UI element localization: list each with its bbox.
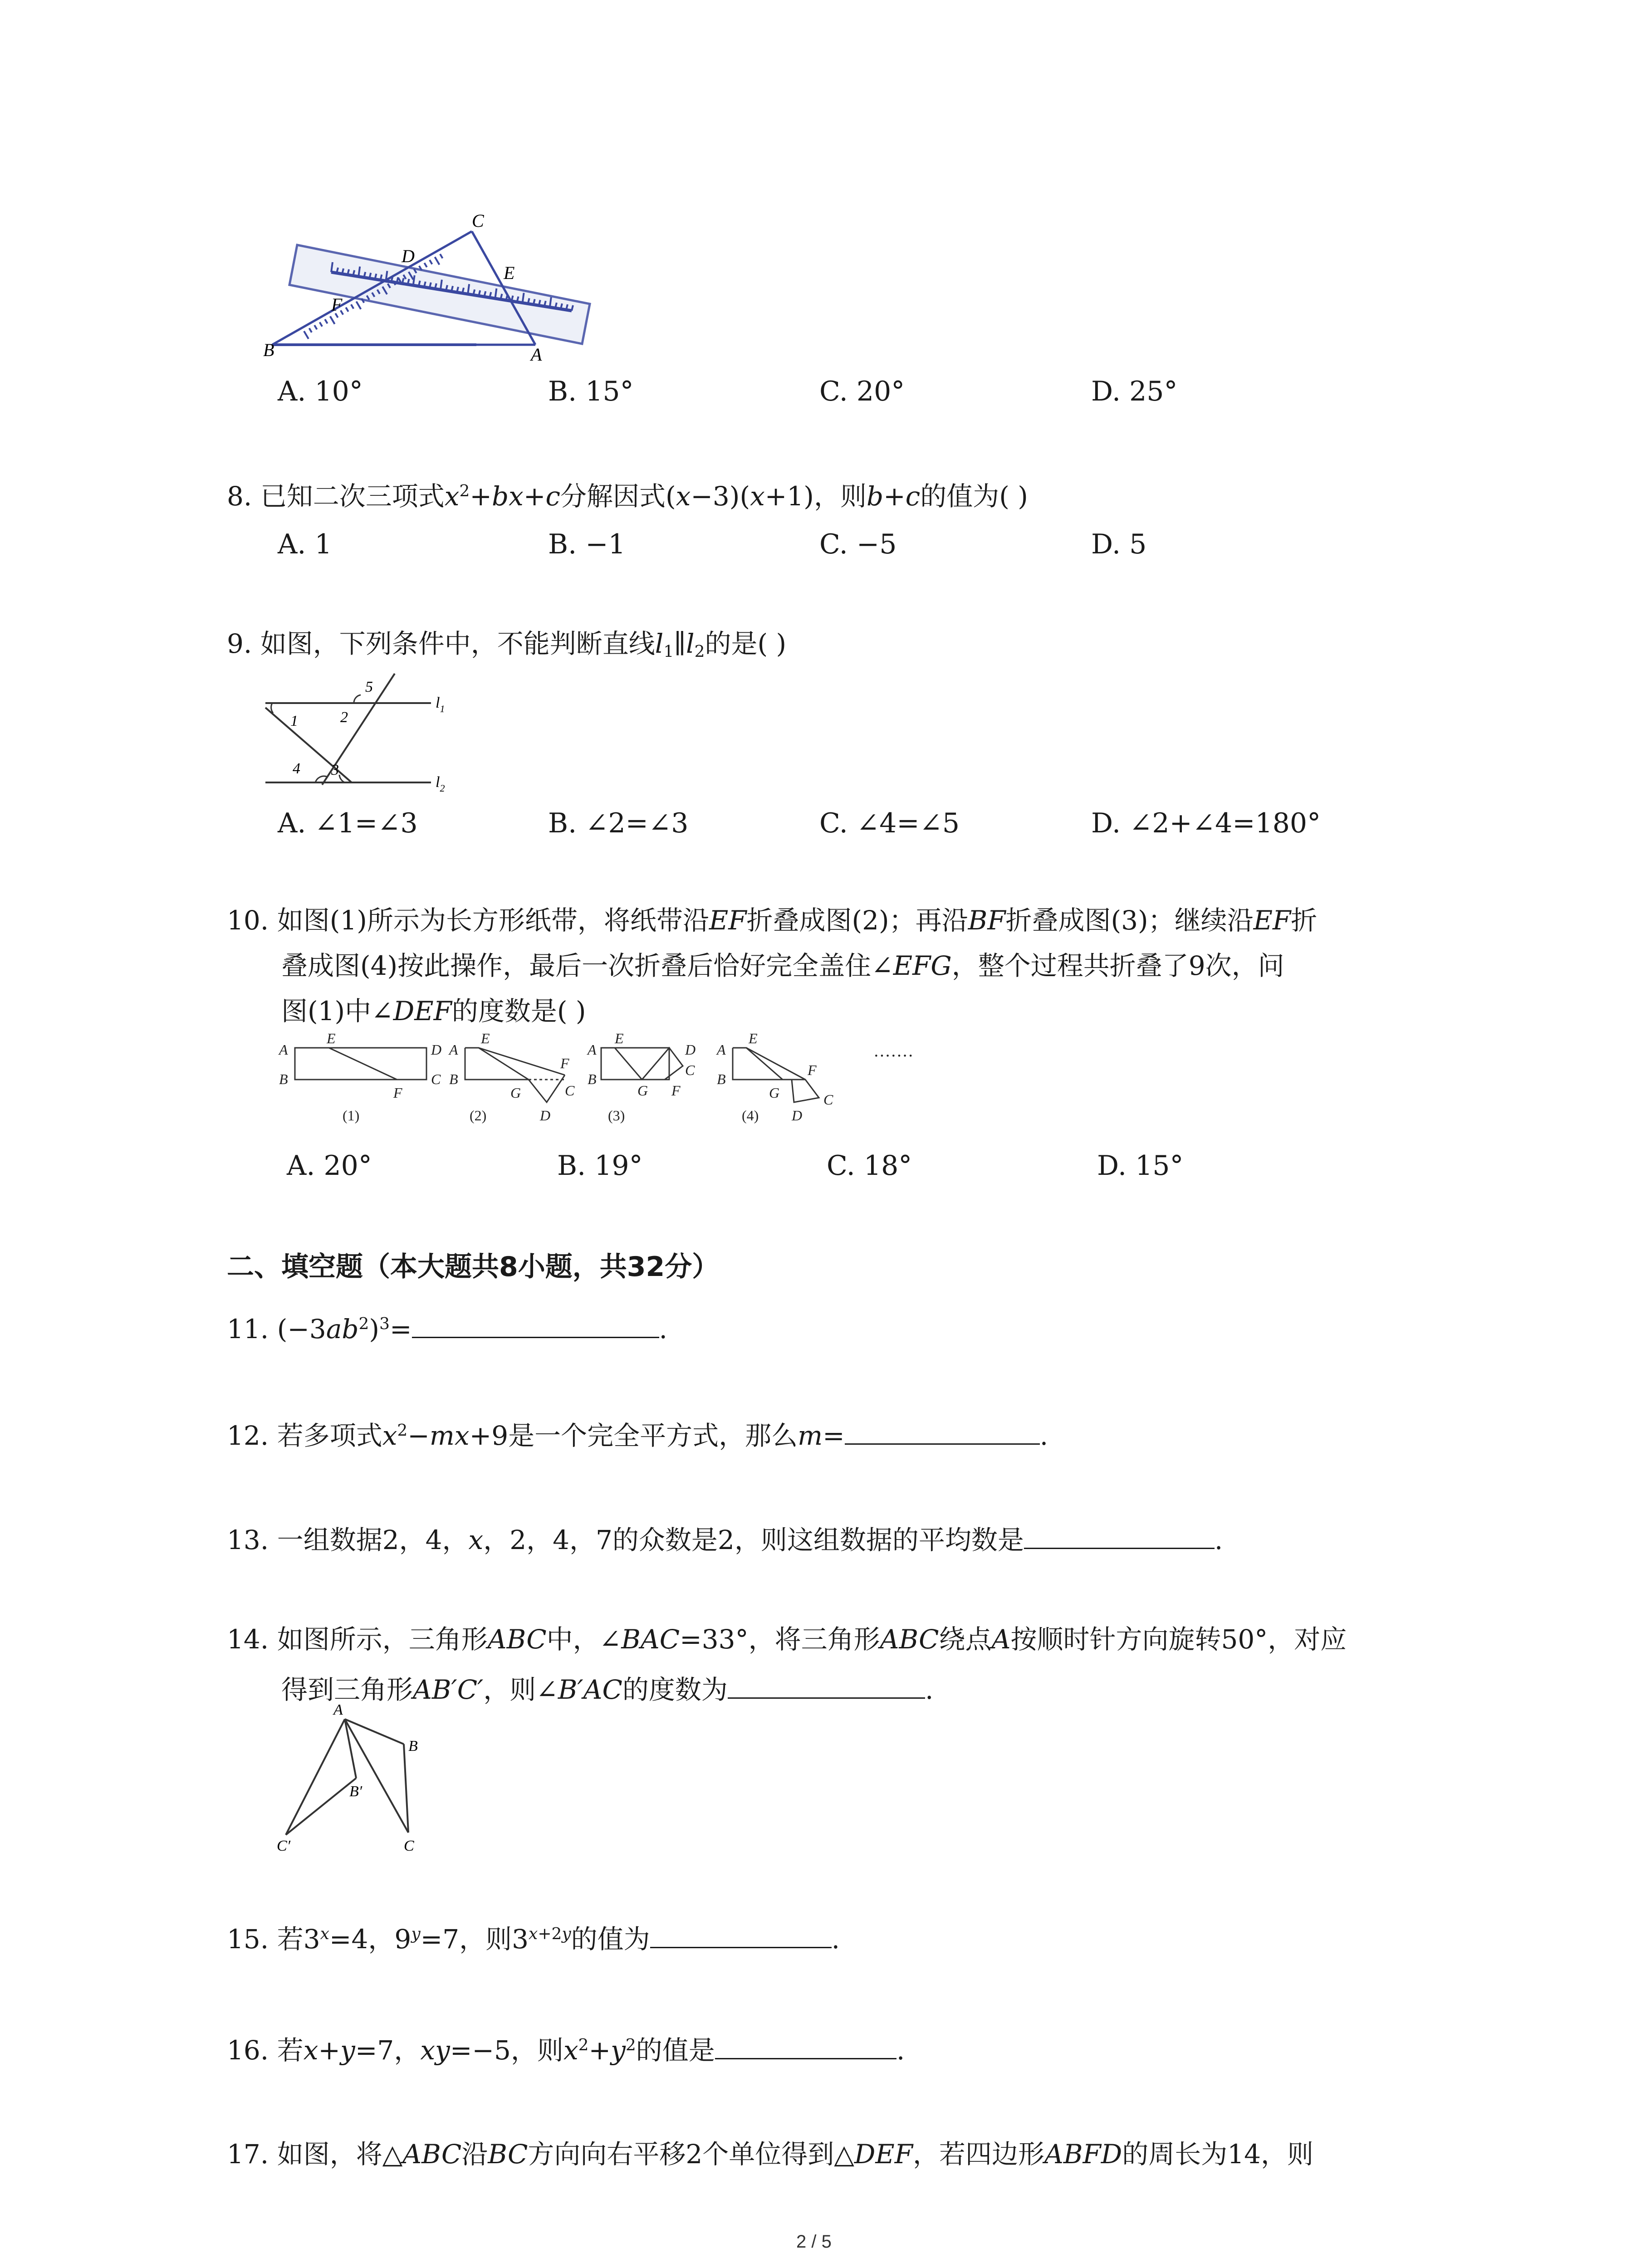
- svg-text:E: E: [327, 1030, 336, 1046]
- q14-answer-blank[interactable]: [728, 1674, 925, 1699]
- q7-triangle-tick: [440, 254, 443, 258]
- svg-text:F: F: [560, 1055, 569, 1071]
- svg-text:G: G: [510, 1085, 521, 1101]
- q8-text-a: 已知二次三项式: [260, 481, 445, 512]
- q9-label-1: 1: [290, 713, 298, 729]
- q15-answer-blank[interactable]: [650, 1923, 832, 1948]
- q17-question: [227, 2139, 1314, 2170]
- q10-caption-3: (3): [608, 1107, 625, 1124]
- q14-text-1e: 按顺时针方向旋转50°，对应: [1010, 1624, 1347, 1655]
- q14-bac: BAC: [621, 1624, 680, 1655]
- svg-text:C: C: [431, 1071, 441, 1087]
- q9-option-b: B. ∠2=∠3: [548, 807, 689, 839]
- q10-option-b: B. 19°: [557, 1150, 643, 1182]
- q10-option-a: A. 20°: [287, 1150, 372, 1182]
- q14-abc-1: ABC: [487, 1624, 547, 1655]
- svg-text:F: F: [671, 1082, 681, 1099]
- q11-answer-blank[interactable]: [412, 1313, 659, 1338]
- q10-ef-2: EF: [1253, 905, 1291, 936]
- q16-number: 16.: [227, 2035, 269, 2066]
- svg-text:E: E: [615, 1030, 624, 1046]
- q13-text-a: 一组数据2，4，: [277, 1525, 469, 1555]
- svg-text:B: B: [279, 1071, 288, 1087]
- q14-bac-prime: B′AC: [558, 1674, 622, 1705]
- q7-option-d: D. 25°: [1091, 376, 1178, 407]
- q14-text-1b: 中，∠: [546, 1624, 622, 1655]
- q7-label-e: E: [504, 263, 515, 283]
- q16-eq-1: x+y=7: [303, 2035, 394, 2066]
- svg-text:B: B: [717, 1071, 726, 1087]
- q10-text-1a: 如图(1)所示为长方形纸带，将纸带沿: [277, 905, 709, 936]
- q8-option-c: C. −5: [819, 528, 897, 560]
- q14-figure: [268, 1701, 449, 1855]
- q8-factors: (x−3)(x+1): [665, 481, 814, 512]
- q15-text-a: 若: [277, 1924, 304, 1955]
- q7-label-a: A: [531, 344, 542, 365]
- q7-label-f: F: [331, 294, 343, 315]
- q10-text-1d: 折: [1291, 905, 1318, 936]
- q7-triangle-tick: [351, 304, 354, 308]
- q9-label-l1: $l_1$: [436, 694, 445, 714]
- q8-question: [227, 481, 1028, 512]
- q9-text-a: 如图，下列条件中，不能判断直线: [260, 628, 655, 659]
- svg-text:C: C: [823, 1091, 833, 1108]
- q10-ef-1: EF: [709, 905, 747, 936]
- q10-number: 10.: [227, 905, 269, 936]
- q10-line-2: [281, 950, 1284, 981]
- page-number: 2 / 5: [796, 2232, 832, 2252]
- q8-expression: $x^2+bx+c$: [444, 481, 560, 512]
- q7-option-b: B. 15°: [548, 376, 634, 407]
- q8-text-d: 的值为( ): [920, 481, 1028, 512]
- q14-label-cprime: C′: [277, 1838, 291, 1854]
- q14-text-2a: 得到三角形: [281, 1674, 413, 1705]
- q9-label-l2: $l_2$: [436, 774, 445, 794]
- svg-text:A: A: [717, 1041, 726, 1058]
- q10-text-1c: 折叠成图(3)；继续沿: [1005, 905, 1254, 936]
- q12-answer-blank[interactable]: [845, 1420, 1040, 1445]
- q15-question: [227, 1923, 840, 1955]
- q10-text-3b: 的度数是( ): [451, 996, 586, 1026]
- q7-label-d: D: [402, 246, 415, 266]
- q16-question: [227, 2034, 905, 2066]
- q9-question: [227, 628, 787, 661]
- q9-label-2: 2: [340, 709, 348, 726]
- q13-number: 13.: [227, 1525, 269, 1555]
- q9-label-l2-letter: l: [436, 774, 440, 791]
- q8-text-c: ，则: [813, 481, 867, 512]
- q17-number: 17.: [227, 2139, 269, 2170]
- svg-text:G: G: [769, 1085, 780, 1101]
- q14-text-1d: 绕点: [939, 1624, 992, 1655]
- q7-triangle-tick: [314, 325, 317, 329]
- svg-text:A: A: [588, 1041, 597, 1058]
- q9-label-l1-letter: l: [436, 694, 440, 711]
- q14-label-bprime: B′: [349, 1783, 362, 1800]
- q13-question: [227, 1524, 1223, 1553]
- q15-end: .: [831, 1924, 840, 1955]
- svg-text:D: D: [792, 1107, 803, 1124]
- q14-text-1c: =33°，将三角形: [680, 1624, 880, 1655]
- q7-triangle-tick: [309, 328, 312, 332]
- q14-a: A: [991, 1624, 1011, 1655]
- q16-end: .: [896, 2035, 905, 2066]
- q7-triangle-tick: [330, 316, 335, 324]
- svg-text:B: B: [449, 1071, 458, 1087]
- q17-text-c: 方向向右平移2个单位得到△: [528, 2139, 854, 2170]
- q17-abc: ABC: [402, 2139, 462, 2170]
- q9-text-b: 的是( ): [705, 628, 787, 659]
- q11-question: [227, 1313, 667, 1342]
- q14-line-2: [281, 1674, 933, 1703]
- q9-option-d: D. ∠2+∠4=180°: [1091, 807, 1321, 839]
- q10-text-1b: 折叠成图(2)；再沿: [746, 905, 968, 936]
- q14-text-2c: 的度数为: [622, 1674, 728, 1705]
- q9-option-a: A. ∠1=∠3: [278, 807, 418, 839]
- q16-text-d: 的值是: [636, 2035, 715, 2066]
- q13-answer-blank[interactable]: [1024, 1524, 1215, 1549]
- q13-end: .: [1214, 1525, 1223, 1555]
- q12-text-a: 若多项式: [277, 1420, 382, 1451]
- q10-caption-1: (1): [343, 1107, 360, 1124]
- section-title: 二、填空题（本大题共8小题，共32分）: [227, 1251, 720, 1283]
- q8-number: 8.: [227, 481, 252, 512]
- q14-label-c: C: [404, 1838, 414, 1854]
- q16-target: $x^2+y^2$: [563, 2035, 636, 2066]
- q7-triangle-tick: [304, 331, 309, 339]
- q17-bc: BC: [488, 2139, 528, 2170]
- q9-number: 9.: [227, 628, 252, 659]
- q13-text-b: ，2，4，7的众数是2，则这组数据的平均数是: [483, 1525, 1024, 1555]
- q9-label-3: 3: [331, 762, 339, 778]
- svg-text:A: A: [279, 1041, 288, 1058]
- q10-figure: [274, 1030, 937, 1148]
- svg-text:A: A: [449, 1041, 458, 1058]
- q10-def: DEF: [393, 996, 452, 1026]
- q14-label-a: A: [333, 1701, 343, 1718]
- q12-expression: $x^2-mx+9$: [382, 1420, 509, 1451]
- q10-bf: BF: [968, 905, 1006, 936]
- q11-number: 11.: [227, 1314, 269, 1344]
- q15-eq-2: $9^y=7$: [394, 1924, 460, 1955]
- q10-caption-4: (4): [742, 1107, 759, 1124]
- q7-triangle-tick: [325, 319, 328, 323]
- q9-figure: [263, 671, 499, 798]
- q7-figure: [263, 209, 608, 372]
- q12-question: [227, 1420, 1048, 1449]
- svg-text:E: E: [749, 1030, 758, 1046]
- q7-option-c: C. 20°: [819, 376, 905, 407]
- q10-efg: EFG: [893, 950, 952, 981]
- q15-eq-1: $3^x=4$: [303, 1924, 368, 1955]
- q10-caption-2: (2): [470, 1107, 487, 1124]
- q15-number: 15.: [227, 1924, 269, 1955]
- q7-label-b: B: [263, 340, 274, 360]
- q12-m: m=: [798, 1420, 845, 1451]
- svg-text:D: D: [431, 1041, 442, 1058]
- q14-abc-prime: AB′C′: [413, 1674, 484, 1705]
- q17-text-e: 的周长为14，则: [1122, 2139, 1314, 2170]
- q14-line-1: [227, 1624, 1347, 1655]
- svg-text:C: C: [685, 1062, 695, 1078]
- q16-text-b: ，: [394, 2035, 421, 2066]
- q8-option-d: D. 5: [1091, 528, 1147, 560]
- q11-expression: $(-3ab^2)^3=$: [277, 1314, 412, 1344]
- q15-text-c: ，则: [459, 1924, 512, 1955]
- q10-text-2a: 叠成图(4)按此操作，最后一次折叠后恰好完全盖住∠: [281, 950, 893, 981]
- q10-option-d: D. 15°: [1097, 1150, 1184, 1182]
- q14-abc-2: ABC: [880, 1624, 939, 1655]
- q16-answer-blank[interactable]: [715, 2034, 896, 2059]
- svg-text:F: F: [808, 1062, 817, 1078]
- svg-text:G: G: [637, 1082, 648, 1099]
- q7-triangle-tick: [424, 263, 427, 267]
- svg-text:F: F: [393, 1085, 402, 1101]
- q8-bc: b+c: [866, 481, 921, 512]
- q12-text-b: 是一个完全平方式，那么: [508, 1420, 798, 1451]
- q9-label-4: 4: [293, 760, 300, 777]
- q15-text-b: ，: [368, 1924, 395, 1955]
- q7-triangle-tick: [346, 308, 348, 312]
- q10-text-3a: 图(1)中∠: [281, 996, 393, 1026]
- q16-eq-2: xy=−5: [420, 2035, 511, 2066]
- q11-end: .: [659, 1314, 667, 1344]
- q17-abfd: ABFD: [1044, 2139, 1122, 2170]
- svg-text:E: E: [481, 1030, 490, 1046]
- q17-text-b: 沿: [461, 2139, 488, 2170]
- q10-text-2b: ，整个过程共折叠了9次，问: [951, 950, 1284, 981]
- q16-text-a: 若: [277, 2035, 304, 2066]
- q15-text-d: 的值为: [571, 1924, 650, 1955]
- svg-text:B: B: [588, 1071, 597, 1087]
- q10-line-1: [227, 907, 1317, 934]
- q14-end: .: [925, 1674, 934, 1705]
- q7-triangle-tick: [320, 322, 323, 326]
- q8-option-b: B. −1: [548, 528, 626, 560]
- q7-label-c: C: [472, 210, 484, 231]
- q17-def: DEF: [854, 2139, 913, 2170]
- q14-text-2b: ，则∠: [483, 1674, 558, 1705]
- q8-option-a: A. 1: [278, 528, 332, 560]
- q9-label-5: 5: [365, 679, 373, 695]
- q10-option-c: C. 18°: [827, 1150, 912, 1182]
- q9-lines: $l_1\parallel l_2$: [655, 628, 705, 661]
- svg-text:D: D: [685, 1041, 696, 1058]
- q16-text-c: ，则: [510, 2035, 563, 2066]
- q7-triangle-tick: [435, 257, 439, 265]
- q10-line-3: [281, 998, 586, 1024]
- q12-number: 12.: [227, 1420, 269, 1451]
- q14-text-1a: 如图所示，三角形: [277, 1624, 488, 1655]
- q10-dots: ·······: [873, 1046, 914, 1066]
- q14-label-b: B: [408, 1738, 418, 1755]
- svg-text:C: C: [565, 1082, 575, 1099]
- q7-triangle-tick: [430, 260, 432, 264]
- q17-text-d: ，若四边形: [912, 2139, 1044, 2170]
- q8-text-b: 分解因式: [560, 481, 666, 512]
- q14-number: 14.: [227, 1624, 269, 1655]
- q12-end: .: [1039, 1420, 1048, 1451]
- q9-option-c: C. ∠4=∠5: [819, 807, 960, 839]
- q7-option-a: A. 10°: [278, 376, 363, 407]
- q17-text-a: 如图，将△: [277, 2139, 403, 2170]
- svg-text:D: D: [540, 1107, 551, 1124]
- q7-triangle-tick: [356, 302, 361, 309]
- q13-x: x: [468, 1525, 484, 1555]
- q15-target: $3^{x+2y}$: [512, 1924, 571, 1955]
